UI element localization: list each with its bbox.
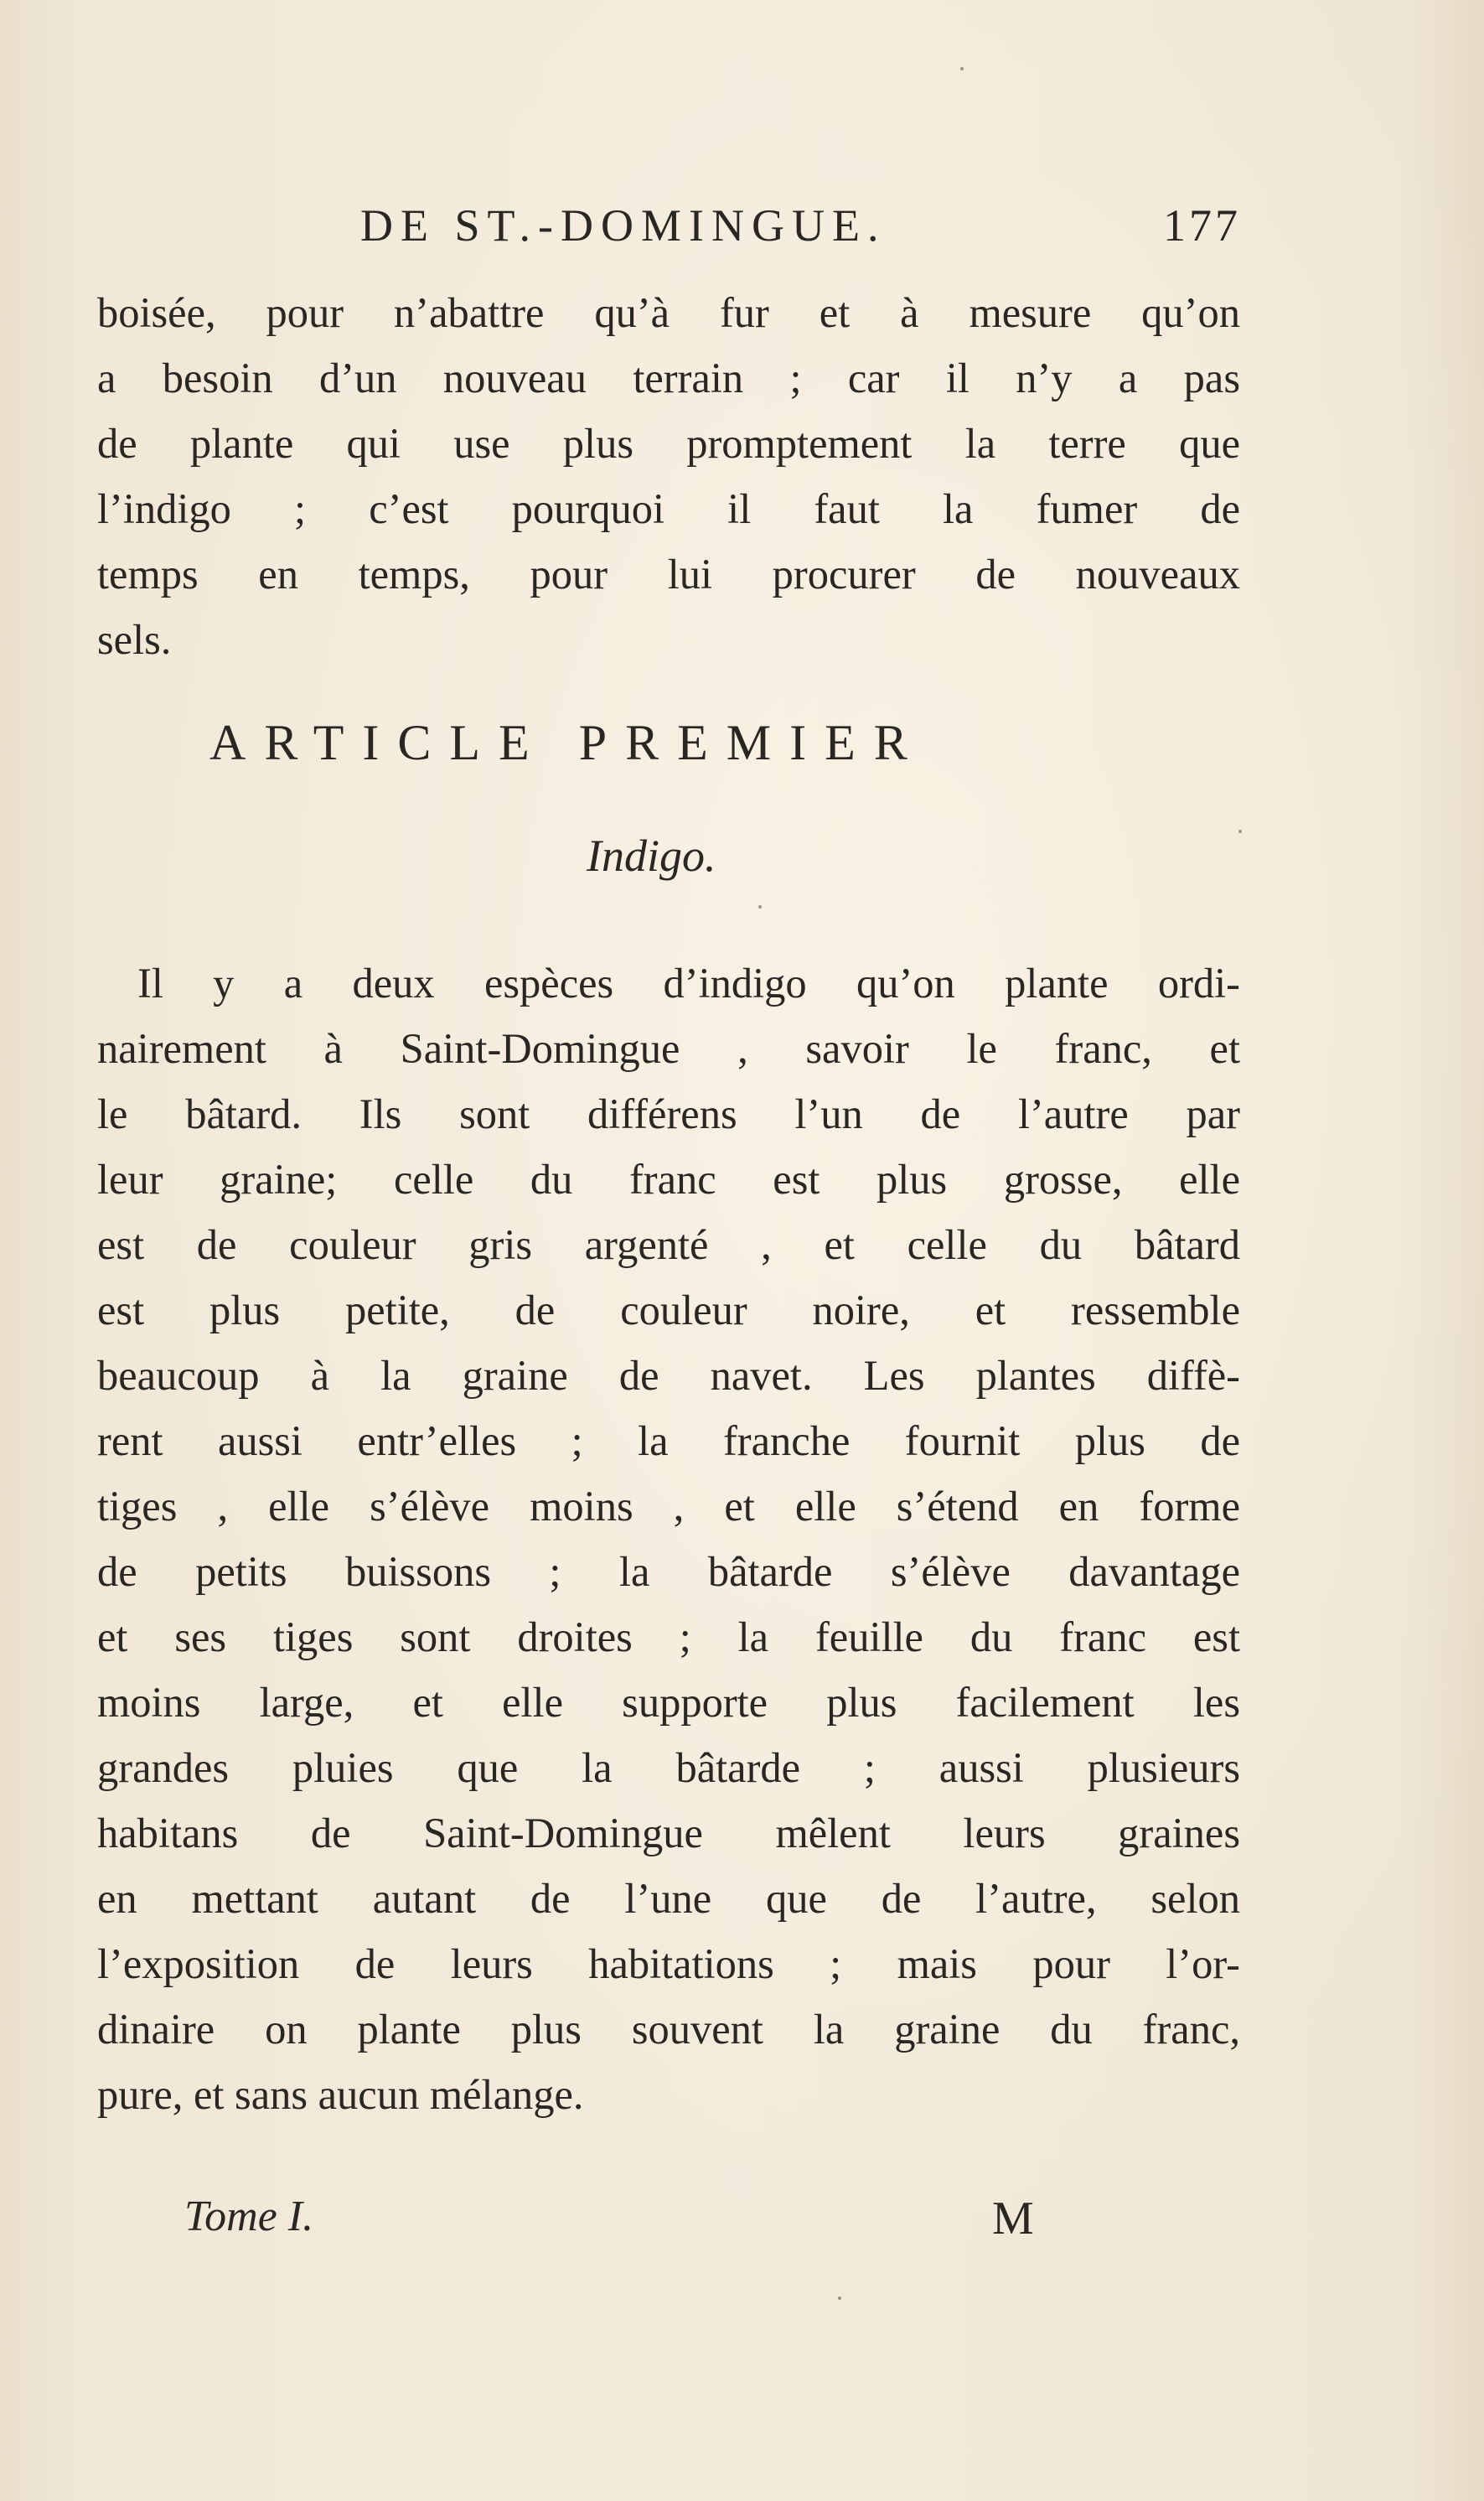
paper-speck [960,67,964,70]
text-line: en mettant autant de l’une que de l’autre, selon [97,1875,1240,1922]
text-line: sels. [97,616,172,663]
paper-speck [758,905,762,909]
section-subheading: Indigo. [587,831,716,881]
text-line: temps en temps, pour lui procurer de nouveaux [97,551,1240,598]
body-paragraph [97,950,1240,2127]
text-line: est de couleur gris argenté , et celle du bâtard [97,1221,1240,1268]
paper-speck [1238,830,1242,833]
text-line: habitans de Saint-Domingue mêlent leurs graines [97,1810,1240,1856]
text-line: boisée, pour n’abattre qu’à fur et à mesure qu’on [97,289,1240,336]
text-line: a besoin d’un nouveau terrain ; car il n’y a pas [97,355,1240,401]
text-line: leur graine; celle du franc est plus grosse, elle [97,1156,1240,1203]
text-line: l’exposition de leurs habitations ; mais pour l’or- [97,1940,1240,1987]
text-line: rent aussi entr’elles ; la franche fournit plus de [97,1417,1240,1464]
signature-mark: M [992,2193,1034,2245]
volume-label: Tome I. [184,2193,314,2240]
text-line: pure, et sans aucun mélange. [97,2071,584,2118]
text-line: de petits buissons ; la bâtarde s’élève davantage [97,1548,1240,1595]
text-line: tiges , elle s’élève moins , et elle s’étend en forme [97,1483,1240,1530]
text-line: nairement à Saint-Domingue , savoir le franc, et [97,1025,1240,1072]
text-line: de plante qui use plus promptement la terre que [97,420,1240,467]
running-head [0,199,1484,267]
running-head-title: DE ST.-DOMINGUE. [360,200,887,251]
article-heading: ARTICLE PREMIER [209,715,926,770]
text-line: dinaire on plante plus souvent la graine du franc, [97,2006,1240,2053]
text-line: moins large, et elle supporte plus facilement les [97,1679,1240,1726]
text-line: et ses tiges sont droites ; la feuille du franc est [97,1613,1240,1660]
paper-speck [838,2296,841,2300]
text-line: le bâtard. Ils sont différens l’un de l’autre par [97,1090,1240,1137]
page-number: 177 [1163,200,1241,251]
intro-paragraph [97,280,1240,672]
text-line: est plus petite, de couleur noire, et ressemble [97,1287,1240,1333]
page-footer [0,2192,1484,2259]
text-line: Il y a deux espèces d’indigo qu’on plante ordi- [137,960,1240,1007]
text-line: l’indigo ; c’est pourquoi il faut la fumer de [97,485,1240,532]
text-line: grandes pluies que la bâtarde ; aussi plusieurs [97,1744,1240,1791]
text-line: beaucoup à la graine de navet. Les plantes diffè- [97,1352,1240,1399]
